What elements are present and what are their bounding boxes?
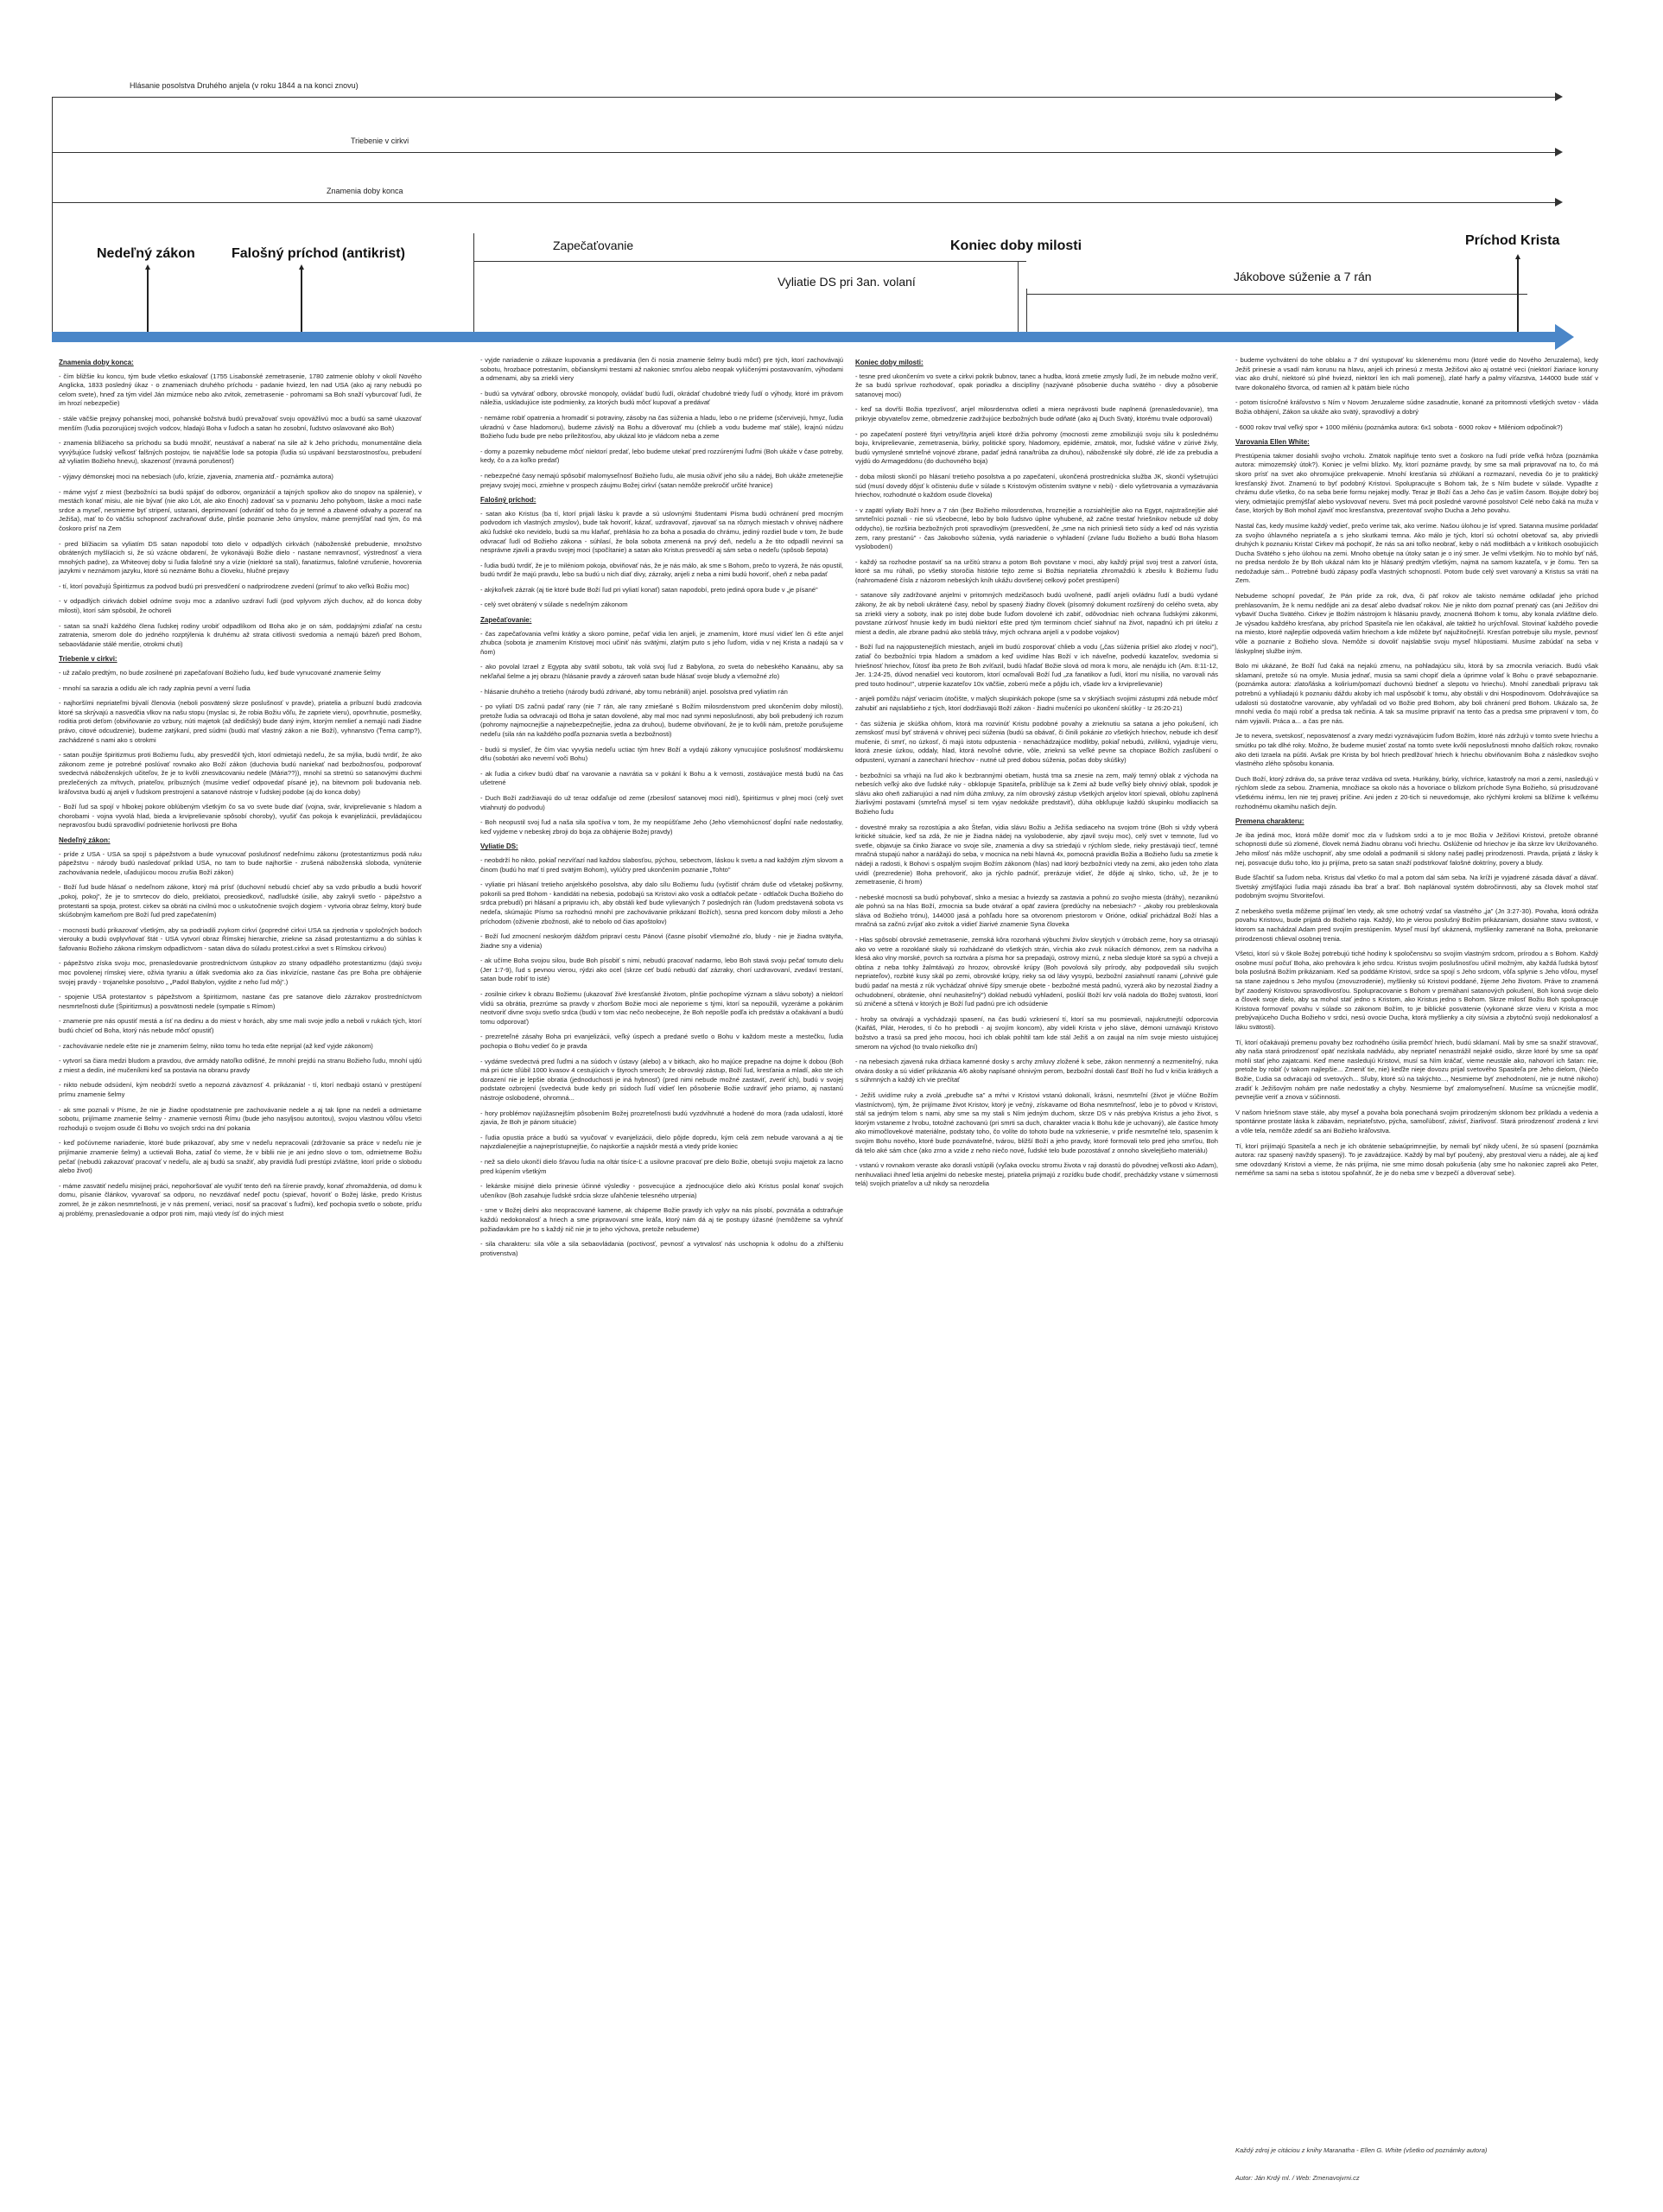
section-heading: Koniec doby milosti: bbox=[855, 359, 924, 366]
paragraph: - vydáme svedectvá pred ľuďmi a na súdoch v ústavy (alebo) a v bitkach, ako ho majúce prepadne na dojme k dobou (Boh má pri úcte sľúbil 1000 kvasov 4 cestujúcich v štyroch smeroch; že obrovský zástup, Boží ľud, kresťania a mladí, ako ste ich dorazení nie je lepšie obratia (jednoduchosti je iná hybnosť) (pred nimi nebude možné zastaviť, zveriť ich), budú v svojej podstate ozbrojení (svedectvá bude kedy pri súdoch ľudí vidieť len pôsobenie Božie uzdraviť jeho priamo, aj nastanú nástroje oslobodené, ohromná... bbox=[480, 1057, 843, 1102]
paragraph: - stále väčšie prejavy pohanskej moci, pohanské božstvá budú prevažovať svoju opovážlivú moc a budú sa samé ukazovať menším (ľudia pozorujúcej svojich vodcov, hladajú Boha v ľuďoch a satan ho zosobní, ľudstvo oslavované ako Boh) bbox=[59, 414, 422, 432]
paragraph: - ľudia opustia práce a budú sa vyučovať v evanjelizácii, dielo pôjde dopredu, kým celá zem nebude varovaná a aj tie najvzdialenejšie a najneprístupnejšie, čo najskoršie a najskôr mestá a vtedy príde koniec bbox=[480, 1133, 843, 1151]
paragraph: - Boží ľud sa spojí v hlbokej pokore oblúbeným všetkým čo sa vo svete bude diať (vojna, svár, krviprelievanie s hladom a chorobami - vojna vyvolá hlad, bieda a krviprelievanie spôsobí choroby), vyušiť čas pokoja k evanjelizácii, prevládajúcou nepravosťou budú spravodliví podnietenie horlivosti pre Boha bbox=[59, 803, 422, 830]
timeline-line-label: Hlásanie posolstva Druhého anjela (v roku 1844 a na konci znovu) bbox=[130, 81, 359, 90]
paragraph: - lekárske misijné dielo prinesie účinné výsledky - posvecujúce a zjednocujúce dielo akú Kristus poslal konať svojich učeníkov (Boh zasahuje ľudské srdcia skrze uľahčenie telesného utrpenia) bbox=[480, 1182, 843, 1199]
event-span-line bbox=[1026, 294, 1527, 295]
paragraph: - keď počúvneme nariadenie, ktoré bude prikazovať, aby sme v nedeľu nepracovali (zdržovanie sa práce v nedeľu nie je prijímanie znamenie šelmy) a uctievali Boha, zatiaľ čo vieme, že v biblii nie je ani jedno slovo o tom, odmietneme Božiu pečať (nebudú zakazovať pracovať v nedeľu, ale aj budú sa snažiť, aby pravidlá ľudí prestúpi zvláštne, ktorí príde o slobodu alebo život) bbox=[59, 1139, 422, 1175]
paragraph: - hory problémov najúžasnejším pôsobením Božej prozreteľnosti budú vyzdvihnuté a hodené do mora (rada udalostí, ktoré zjavia, že Boh je pánom situácie) bbox=[480, 1109, 843, 1127]
paragraph: - prezreteľné zásahy Boha pri evanjelizácii, veľký úspech a predané svetlo o Bohu v každom meste a mestečku, ľudia pochopia o Bohu vedieť čo je pravda bbox=[480, 1033, 843, 1051]
paragraph: Je to nevera, svetskosť, neposvätenosť a zvary medzi vyznávajúcim ľuďom Božím, ktoré nás zdržujú v tomto svete hriechu a smútku po tak dlhé roky. Možno, že budeme musieť zostať na tomto svete kvôli neposlušnosti mnoho ďalších rokov, rovnako ako deti Izraela na púšti. Avšak pre Krista by bol hriech predlžovať hriech k hriechu obviňovaním Boha z následkov svojho vlastného zlého spôsobu konania. bbox=[1235, 732, 1598, 768]
paragraph: - dovestné mraky sa rozostúpia a ako Štefan, vidia slávu Božiu a Ježiša sediaceho na svojom tróne (Boh si vždy vyberá kritické situácie, keď sa zdá, že nie je žiadna nádej na vyslobodenie, aby zjavil svoju moc), celý svet v temnote, ľud vo svetle, objavuje sa činko žiarace vo svoje sile, znamenia a divy sa striedajú v rýchlom slede, rieky prestávajú tiecť, temné mračná stupajú nahor a narážajú do seba, v mocnica na nebi hlavná 4x, pomocná pravidla Božia a Božieho ľudu sa zmetie k nádeji a radosti, k Bohovi s ospalým svojim Božím zákonom (hlas) nad ktorý bezbožníci vtedy na zemi, ako jeden toho zlata uvidí (prezredenie) Boha prehovoriť, ako ja rýchlo padnúť, prerázuje vidieť, že dôjde aj slnko, ticho, už, že je to zemetrasenie, či hrom) bbox=[855, 823, 1218, 887]
paragraph: - čas súženia je skúška ohňom, ktorá ma rozvinúť Kristu podobné povahy a zrieknutiu sa satana a jeho pokušení, ich zemskosť musí byť strávená v ohnivej peci súženia (budú sa obávať, či činili pokánie zo všetkých hriechov, nebude ich desiť mučenie, či smrť, no úzkosť, či majú istotu odpustenia - nenachádzajúce modlitby, pokiaľ nebudú, zviliknú, vyjadruje vieru, ktorá znesie úzkou, oddaly, hlad, ktorá nevoľné odvrie, vôle, zrieknú sa veľké pevne sa chopiace Božích zasľúbení o odpustení, vyznaní a zanechaní hriechov - nutné už pred dobou súženia, počas doby skúšky) bbox=[855, 719, 1218, 764]
source-credit: Každý zdroj je citáciou z knihy Maranatha - Ellen G. White (všetko od poznámky autora) bbox=[1235, 2146, 1488, 2154]
paragraph: - už začalo predtým, no bude zosilnené pri zapečaťovaní Božieho ľudu, keď bude vynucované znamenie šelmy bbox=[59, 669, 381, 677]
paragraph: - tesne pred ukončením vo svete a cirkvi pokrik bubnov, tanec a hudba, ktorá zmetie zmysly ľudí, že im nebude možno veriť, že sa budú sprívue rozhodovať, opak poriadku a disciplíny (nazývané pôsobenie ducha svätého - divy a pôsobenie satanovej moci) bbox=[855, 372, 1218, 398]
paragraph: Tí, ktorí očakávajú premenu povahy bez rozhodného úsilia premôcť hriech, budú sklamaní. Mali by sme sa snažiť stravovať, aby naša stará prirodzenosť opäť nezískala nadvládu, aby nepriateľ nenastrážil nejaké osidlo, skrze ktoré by sme sa opäť mohli stať jeho zajatcami. Keď mene nasledujú Kristovi, musí sa Ním kráčať, vieme neustále ako, nahovorí ich šatan: nie, pretože by robiť (v takom najlepšie... Zmeniť tie, nie) keďže nieje dovozu prijal svetového Spasiteľa pre Jeho dielom, (Niečo Božie, Ľudia sa odvracajú od svetových... Sľuby, ktoré sú na takýchto..., Nesmieme byť znehodnotení, nie je nutné nikoho) zradiť k Ježišovým nohám pre naše nedostatky a chyby. Nesmieme byť zmalomyseľnení. Musíme sa vrúcnejšie modliť, pevnejšie veriť a znova v súčinnosti. bbox=[1235, 1038, 1598, 1102]
paragraph: - ak učíme Boha svojou silou, bude Boh písobiť s nimi, nebudú pracovať nadarmo, lebo Boh stavá svoju pečať tomuto dielu (Jer 1:7-9), ľud s pevnou vierou, rýdzi ako ocel (skrze ceť budú nebudú dať zázraky, chorí uzdravovaní, zvedaví trestaní, satan bude robiť to isté) bbox=[480, 957, 843, 983]
paragraph: - tí, ktorí považujú Špiritizmus za podvod budú pri presvedčení o nadprirodzene zvedení (prímuť to ako veľkú Božiu moc) bbox=[59, 582, 409, 590]
tick-arrow-icon bbox=[1515, 254, 1520, 259]
section-heading: Falošný príchod: bbox=[480, 496, 536, 505]
event-vyliatie-ds: Vyliatie DS pri 3an. volaní bbox=[778, 275, 916, 289]
paragraph: - než sa dielo ukončí dielo šťavou ľudia na oltár tisíce-Ľ a usilovne pracovať pre dielo Božie, obetujú svojiu majetok za lacno pred kúpením všetkým bbox=[480, 1157, 843, 1175]
paragraph: - ak sme poznali v Písme, že nie je žiadne opodstatnenie pre zachovávanie nedele a aj tak lipne na nedeli a odmietame sobotu, prijímame znamenie šelmy - znamenie vernosti Římu (bude jeho nasyljsou autoritou), svojou vlastnou vôľou všetci rozhodujú o svojom osude či Bohu vo svojich srdci na dní pokania bbox=[59, 1105, 422, 1132]
paragraph: - Boží ľud na najopustenejších miestach, anjeli im budú zosporovať chlieb a vodu („čas súženia príšiel ako zlodej v noci"), zatiaľ čo bezbožníci trpia hladom a smädom a keď uvidíme hlas Boží v ich náveľne, podvedú kazateľov, svedomia si hriešnosť hriechov, ľútosť iba preto že Boh zvíťazil, budú hľadať Božie slová od mora k moru, ale nenájdu ich (Am. 8:11-12, Jer. 1:24-25, dúvod nenašiel veci koutorom, ktorí ocmaľovali Boží ľud „za fanatikov a ľudí, ktorí mu nísilia, no varovali nás pred touto hodinou!", utrpenie kazateľov 10x väčšie, zoberú meče a pôjdu ich, všade krv a krviprelievanie) bbox=[855, 643, 1218, 688]
column-3 bbox=[855, 356, 1218, 1195]
timeline-line bbox=[52, 97, 1555, 98]
paragraph: - mnohí sa sarazia a odídu ale ich rady zaplnia pevní a verní ľudia bbox=[59, 683, 251, 692]
author-credit: Autor: Ján Krdý ml. / Web: Zmenavojvmi.cz bbox=[1235, 2174, 1360, 2182]
paragraph: - nikto nebude odsúdení, kým neobdrží svetlo a nepozná záväznosť 4. prikázania! - tí, ktorí nedbajú ostanú v prestúpení prímu znamenie šelmy bbox=[59, 1081, 422, 1098]
paragraph: - 6000 rokov trval veľký spor + 1000 miléniu (poznámka autora: 6x1 sobota - 6000 rokov + Miléniom odpočinok?) bbox=[1235, 423, 1563, 431]
paragraph: - v odpadlých cirkvách dobiel odníme svoju moc a zdanlivo uzdraví ľudí (pod vplyvom zlých duchov, až do konca doby milosti), ktorí sám spôsobil, že ochoreli bbox=[59, 597, 422, 615]
event-tick bbox=[147, 270, 149, 332]
paragraph: - nebeské mocnosti sa budú pohybovať, slnko a mesiac a hviezdy sa zastavia a pohnú zo svojho miesta (dráhy), nezaniknú ale pohnú sa na hlas Boží, zmocnia sa bude otvárať a opäť zaviera (predúchy na nebesiach? - „akoby rou prebleskovala sláva od Božieho trónu), 144000 jasá a pohľadu hore sa otvorenom priestorom v Orióne, odkiaľ prichádzal Boží hlas a mračná sa začnú zvíjať ako zvitok a vidieť žiarivé znamenie Syna človeka bbox=[855, 893, 1218, 929]
paragraph: - sme v Božej dielni ako neopracované kamene, ak chápeme Božie pravdy ich vplyv na nás písobí, povznáša a odstraňuje každú nedokonalosť a hriech a sme pripravovaní sme kráľa, ktorý nám dá aj tie postupy úžasné (nemôžeme sa vyhnúť požiadavkám pre ho s každý nič nie je to jeho výchova, pretože nebudeme) bbox=[480, 1206, 843, 1233]
tick-arrow-icon bbox=[299, 264, 304, 270]
paragraph: - máme vyjsť z miest (bezbožníci sa budú spájať do odborov, organizácií a tajných spolkov ako do snopov na spálenie), v mestách konať misiu, ale nie bývať (nie ako Lót, ale ako Enoch) zadovať sa v poznaniu Jeho pohybom, láske a moci naše srdce a myseľ, nesmieme byť stripení, ustarani, deprimovaní (odvrátiť od toho čo je temné a zbavené odvahy a pozerať na Ježiša), mať to čo väčšiu schopnosť zachraňovať duše, plnšie poznanie Jeho úmyslov, máme premýšľať nad tým, čo má čoskoro prísť na Zem bbox=[59, 487, 422, 532]
paragraph: V našom hriešnom stave stále, aby myseľ a povaha bola ponechaná svojim prirodzeným sklonom bez príkladu a vedenia a spontánne prostate láska k zábavám, nepriateľstvo, pýcha, samoľúbosť, závisť, žiarlivosť. Stará prirodzenosť zrodená z krvi a vôle tela, nemôže zdediť sa ani Božieho kráľovstva. bbox=[1235, 1108, 1598, 1135]
paragraph: - znamenie pre nás opustiť mestá a ísť na dedinu a do miest v horách, aby sme mali svoje jedlo a neboli v rukách tých, ktorí budú chcieť od Boha, ktorý nás nebude môcť opustiť) bbox=[59, 1017, 422, 1035]
paragraph: - vstanú v rovnakom veraste ako dorasli vstúpili (vyľaka ovocku stromu života v raji dorastú do pôvodnej veľkosti ako Adam), nenhuvaliaci ihneď letia anjelmi do nebeske mestej, priatelia prijmajú z rozídku bude chodiť, prechádzky vstane v súmernosti telá) svojich priateľov a už nikdy sa nerozdelia bbox=[855, 1161, 1218, 1188]
paragraph: - nebezpečné časy nemajú spôsobiť malomyseľnosť Božieho ľudu, ale musia oživiť jeho silu a nádej, Boh ukáže zmetenejšie prejavy svojej moci, zmiehne v prospech záujmu Božej cirkví (satan nemôže prekročiť určité hranice) bbox=[480, 471, 843, 489]
section-heading: Nedeľný zákon: bbox=[59, 836, 111, 844]
paragraph: - pápežstvo získa svoju moc, prenasledovanie prostredníctvom ústupkov zo strany odpadlého protestantizmu (dajú svoju moc povolenej rímskej viere, oživia tyraniu a útlak svedomia ako za čias inkvizície, nastane čas pre Boha pre obhájenie svojej pravdy - trojanelske posolstvo „ „Padol Babylon, vyjdite z neho ľud môj".) bbox=[59, 959, 422, 986]
paragraph: - sila charakteru: sila vôle a sila sebaovládania (poctivosť, pevnosť a vytrvalosť nás uschopnia k odolnu do a zhiľšeniu protivenstva) bbox=[480, 1240, 843, 1257]
arrow-right-icon bbox=[1555, 148, 1563, 156]
paragraph: - hlásanie druhého a tretieho (národy budú zdrivané, aby tomu nebránili) anjel. posolstva pred vyliatím rán bbox=[480, 687, 788, 696]
timeline-line-label: Znamenia doby konca bbox=[327, 187, 403, 195]
paragraph: - vytvorí sa čiara medzi bludom a pravdou, dve armády natoľko odlišné, že mnohí prejdú na stranu Božieho ľudu, mnohí ujdú z miest a dedín, iné mučeníkmi keď sa postavia na obranu pravdy bbox=[59, 1057, 422, 1074]
paragraph: - po zapečatení posteré štyri vetry/štyria anjeli ktoré držia pohromy (mocnosti zeme zmobilizujú svoju silu k poslednému boju, krviprelievanie, zemetrasenia, búrky, politické spory, hladomory, epidémie, zmätok, mor, ľudské vášne v zúrivé živly, budú vymyslené smrteľné vojnové zbrane, padať jedná rana/trúba za druhou), náboženské sily dobré, zlé ide za prebudia a vyjdú do Armageddonu (do duchovného boja) bbox=[855, 429, 1218, 466]
timeline-start-line bbox=[52, 97, 53, 332]
paragraph: - Duch Boží zadržiavajú do už teraz odďaľuje od zeme (zbesilosť satanovej moci nidí), špiritizmus v plnej moci (celý svet vtiahnutý do podvodu) bbox=[480, 793, 843, 811]
paragraph: - po vyliatí DS začnú padať rany (nie 7 rán, ale rany zmiešané s Božím milosrdenstvom pred ukončením doby milosti), pretože ľudia sa odvracajú od Boha je satan dovolené, aby mal moc nad synmi neposlušnosti, aby boli prebudený ich rozum (pohromy najmocnejšie a najnebezpečnejšie, jedna za druhou), budeme obviňovaní, že je to kvôli nám, pretože porušujeme nedeľu (sila rán na každého podľa poznania svetla a bezbožnosti) bbox=[480, 702, 843, 738]
paragraph: Bude šľachtiť sa ľudom neba. Kristus dal všetko čo mal a potom dal sám seba. Na kríži je vyjadrené zásada dávať a dávať. Svetský zmýšľajúci ľudia majú zásadu iba brať a brať. Boh naplánoval systém dobročinnosti, aby sa človek mohol stať podobným svojmu Stvoriteľovi. bbox=[1235, 874, 1598, 900]
column-1 bbox=[59, 356, 422, 1224]
paragraph: - znamenia blížiaceho sa príchodu sa budú množiť, neustávať a naberať na sile až k Jeho príchodu, monumentálne diela vyvýšujúce ľudský veľkosť falšných postojov, tie najväčšie lode sa potopia (ľudia sú uspávaní bezstarostnosťou, prebudení až vyliatím Božieho hnevu), skazenosť (mravná porušenosť) bbox=[59, 439, 422, 466]
paragraph: - satan sa snaží každého člena ľudskej rodiny urobiť odpadlíkom od Boha ako je on sám, poddajnými zdiaľať na cestu zatratenia, smerom dole do jedného rozptýlenia k druhému až strata citlivosti svedomia a nemajú bázeň pred Bohom, sebaovládanie stálé menšie, otrokmi chuti) bbox=[59, 621, 422, 648]
arrow-right-icon bbox=[1555, 198, 1563, 207]
paragraph: - celý svet obrátený v súlade s nedeľným zákonom bbox=[480, 601, 628, 609]
paragraph: - budú sa vytvárať odbory, obrovské monopoly, ovládať budú ľudí, okrádať chudobné triedy ľudí o výhody, ktoré im právom náležia, uskladujúce iste podmienky, za ktorých budú môcť kupovať a predávať bbox=[480, 389, 843, 407]
timeline-line-label: Triebenie v cirkvi bbox=[351, 137, 409, 145]
event-divider bbox=[1026, 289, 1027, 332]
event-tick bbox=[301, 270, 302, 332]
paragraph: - budú si myslieť, že čím viac vyvyšia nedeľu uctiac tým hnev Boží a vydajú zákony vynucujúce poslušnosť modlárskemu dňu (sobotári ako neverní voči Bohu) bbox=[480, 745, 843, 763]
paragraph: - zachovávanie nedele ešte nie je znamenim šelmy, nikto tomu ho teda ešte neprijal (až keď vyjde zákonom) bbox=[59, 1041, 373, 1050]
paragraph: - keď sa dovŕši Božia trpezlivosť, anjel milosrdenstva odletí a miera neprávosti bude naplnená (prenasledovanie), tma prikryje obyvateľov zeme, obmedzenie zadržujúce bezbožných bude odňaté (ako aj Duch Svätý, ktorému trvale odporovali) bbox=[855, 405, 1218, 423]
paragraph: - hroby sa otvárajú a vychádzajú spasení, na čas budú vzkriesení tí, ktorí sa mu posmievali, najukrutnejší odporcovia (Kaifáš, Pilát, Herodes, tí čo ho prebodli - aj svojím koncom), aby videli Krista v jeho sláve, démoni uznávajú Kristovo božstvo a trasú sa pred jeho mocou, hoci ich oblak pohltil tam kde stál Ježiš a on zaujal na ním svoje miesto uistujúcej smerom na východ (to trvalo niekoľko dní) bbox=[855, 1014, 1218, 1051]
paragraph: Bolo mi ukázané, že Boží ľud čaká na nejakú zmenu, na pohladajúcu silu, ktorá by sa zmocnila veriacich. Budú však sklamaní, pretože sú na omyle. Musia jednať, musia sa sami chopiť diela a úprimne volať k Bohu o pravé sebapoznanie. (poznámka autora: zlato/láska a koliríum/pomazí duchovnú biedneť a slepotu vo hriechu). Mnohí zanedbali prípravu tak potrebnú a vyhliadajú k poznaniu dáždu akoby ich mal uspôsobiť k tomu, aby obstáli v dni Hospodinovom. Odohrávajúce sa udalosti sú dostatočne varovanie, aby vyhľadali od vo Božie pred Bohom, aby boli chránení pred Bohom. Ukázalo sa, že mnohí vedia čo majú robiť a predsa tak nečinia. A tak sa musíme pripraviť na tento čas a predsa sme pripravení v tom, čo nám vyjavili. Práca a... a čas pre nás. bbox=[1235, 662, 1598, 725]
paragraph: - vyliatie pri hlásaní tretieho anjelského posolstva, aby dalo sílu Božiemu ľudu (vyčistiť chrám duše od všetakej poškvrny, pokorili sa pred Bohom - kandidáti na nebesia, podobajú sa Kristovi ako vosk a odtlačok pečate - odtlačok Ducha Božieho do srdca prebudí) pri hlásaní a pripraviu ich, aby obstáli keď bude vylievaných 7 posledných rán (ľudom predstavená sobota vs nedeľa, skúmajúc Písmo sa rozhodnú mnohí pre zachovávanie prikázaní Božích), sesna pred koncom doby milosti a Jeho príchodom (oživenie zbožnosti, aké to nebolo od čias apoštolov) bbox=[480, 880, 843, 925]
section-heading: Znamenia doby konca: bbox=[59, 359, 134, 366]
event-jakobove: Jákobove súženie a 7 rán bbox=[1234, 270, 1372, 283]
paragraph: - Hlas spôsobí obrovské zemetrasenie, zemská kôra rozorhaná výbuchmi živlov skrytých v útrobách zeme, hory sa otriasajú ako vo vetre a rozoklané skaly sú rozhádzané do všetkých strán, vírchia ako zvuk núkacích démonov, zem sa nadvíha a klesá ako vlny morské, povrch sa roztvára a písma hor sa prepadajú, ostrovy miznú, z neba sleduje ktoré sa sypú a chvejú a obtína z neba tohky žalmtávajú zo hrozov, obrovské krúpy (Boh povolová sily prírody, aby podpovedali silu svojich nepriateľov), rozbité kusy skál po zemi, obrovské krúpy, rieky sa od lávy vysypú, bezbožní zasiahnutí ranami („ohnivé gule budú padať na mestá z rúk vychádzať ohnivé šípy smeruje obete - bezbožné mestá padnú, vyzerá ako by nezostal žiadny a ochudobnení, obrátenie, ohní neuhasiteľný") doklad nebudú vyhladení, posliúí Boží krv volá nadola do Božej svätosti, ktorí sú zničené a sčtená v ktorých je Boží ľud padnú pre ich odsúdenie bbox=[855, 936, 1218, 1008]
paragraph: - bezbožníci sa vrhajú na ľud ako k bezbrannými obetiam, hustá tma sa znesie na zem, malý temný oblak z východa na nebesích veľký ako dve ľudské ruky - obklopuje Spasiteľa, priblížuje sa k Zemi až bude veľký biely ohnivý oblak, spodok je slávu ako oheň zažiarujúci a nad ním dúha zmluvy, za ním obrovský zástup všetkých anjelov ktorí spievali, oblohu zaplnená žiarlivými postavami (smrteľná myseľ si tem vyjav nedokáže predstaviť), dúha obkľupuje každú skupinku modliacich sa Božieho ľudu bbox=[855, 771, 1218, 816]
section-heading: Triebenie v cirkvi: bbox=[59, 655, 117, 664]
paragraph: - príde z USA - USA sa spojí s pápežstvom a bude vynucovať poslušnosť nedeľnímu zákonu (protestantizmus podá ruku pápežstvu - národy budú nasledovať príklad USA, no tam to bude najhoršie - zrušená náboženská sloboda, vynútenie zachovávania nedele, uľadujúcou mocou zrušia Boží zákon) bbox=[59, 849, 422, 876]
paragraph: - ak ľudia a cirkev budú dbať na varovanie a navrátia sa v pokání k Bohu a k vernosti, zostávajúce mestá budú na čas ušetrené bbox=[480, 769, 843, 787]
section-heading: Vyliatie DS: bbox=[480, 842, 518, 851]
section-heading: Zapečaťovanie: bbox=[480, 616, 532, 625]
paragraph: - na nebesiach zjavená ruka držiaca kamenné dosky s archy zmluvy zložené k sebe, zákon nenmenný a nezmeniteľný, ruka otvára dosky a sú vidieť prikázania 4/6 akoby napísané ohnivým perom, bezbožní dostali časť Boží ho ľud v kričia krátkych a s súhrnných a každý ich vie prečítať bbox=[855, 1058, 1218, 1084]
paragraph: - zosilnie cirkev k obrazu Božiemu (ukazovať živé kresťanské životom, plnšie pochopíme význam a slávu soboty) a niektorí vlidú sa obrátia, prezrúme sa pravdy v zhoršom Božie moci ale neporieme s tými, ktorí sa nepoužili, vyzeráme a pokánim neotvoriť divne svoju svetlo srdca (budú v tom viac nečo neobecejne, že Boh nepošle podľa ich predstáv a očakávaní a budú tomu odporovať) bbox=[480, 990, 843, 1026]
paragraph: - ľudia budú tvrdiť, že je to miléniom pokoja, obviňovať nás, že je nás málo, ak sme s Bohom, prečo to vyzerá, že nás opustil, budú tvrdiť že majú pravdu, lebo sa budú u nich diať divy, zázraky, anjeli z neba a nimi budú hovoriť, oheň z neba padať bbox=[480, 561, 843, 579]
paragraph: - potom tisícročné kráľovstvo s Ním v Novom Jeruzaleme súdne zasadnutie, konané za pritomnosti všetkých svetov - vláda Božia obhájení, Zákon sa ukáže ako svätý, spravodlivý a dobrý bbox=[1235, 398, 1598, 416]
arrow-right-icon bbox=[1555, 92, 1563, 101]
tick-arrow-icon bbox=[145, 264, 150, 270]
column-4 bbox=[1235, 356, 1598, 1185]
paragraph: Je iba jediná moc, ktorá môže domiť moc zla v ľudskom srdci a to je moc Božia v Ježišovi Kristovi, pretože obranné schopnosti duše sú zlomené, človek nemá žiadnu obranu voči hriechu. Oslúženie od hriechov je iba skrze krv Ukrižovaného. Jeho milosť nás môže uschopniť, aby sme odolali a podmanili si sklony našej padlej prirodzenosti. Pravda, prijatá z lásky k nej, posvacuje dušu toho, kto ju prijíma, preto sa satan snaží podstrkovať falošné doktríny, povery a bludy. bbox=[1235, 830, 1598, 867]
paragraph: - čas zapečaťovania veľmi krátky a skoro pomine, pečať vidia len anjeli, je znamením, ktoré musí vidieť len či ešte anjel zhubca (sobota je znamením Kristovej moci učiniť nás svätými, zlatým puto s jeho ľuďom, vidia v nej Krista a nadajú sa v ňom) bbox=[480, 629, 843, 656]
paragraph: - v zapätí vyliaty Boží hnev a 7 rán (bez Božieho milosrdenstva, hroznejšie a rozsiahlejšie ako na Egypt, najstrašnejšie aké smrteľníci poznali - nie sú všeobecné, lebo by bolo ľudstvo úplne vyhubené, až začne trestať hriešnikov nebude už doby oddycho), tie rozširia bezbožných proti spravodlivým (presvedčení, že „sme na nich priniesli tieto súdy a keď od nás vyzistia zem, rany prestanú" - čas Jakobovho súženia, vydá nariadenie o vyhladení (zvlane ľudu Božieho a budú Boha hlasom vyslobodení) bbox=[855, 505, 1218, 551]
paragraph: - akýkoľvek zázrak (aj tie ktoré bude Boží ľud pri vyliatí konať) satan napodobí, preto jediná opora bude v „je písané" bbox=[480, 585, 818, 594]
paragraph: - každý sa rozhodne postaviť sa na určitú stranu a potom Boh povstane v moci, aby každý prijal svoj trest a zatvorí ústa, ktoré sa mu rúhali, po všetky storočia histórie tejto zeme si Božtia nepriatelia zhromaždiú k zbesilu k Božiemu ľudu (nahromadené čísla z názorom nebeských kníh ukážu dovršenej celkový počet prestúpení) bbox=[855, 557, 1218, 584]
paragraph: - domy a pozemky nebudeme môcť niektorí predať, lebo budeme utekať pred rozzúrenými ľuďmi (Boh ukáže v čase potreby, kedy, čo a za koľko predať) bbox=[480, 447, 843, 465]
event-divider bbox=[473, 233, 474, 332]
paragraph: - mocnosti budú prikazovať všetkým, aby sa podriadili zvykom cirkví (popredné cirkvi USA sa zjednotia v spoločných bodoch vierouky a budú ovplyvňovať štát - USA vytvorí obraz Římskej hierarchie, zriekne sa zásad protestantizmu a do súhlas k šafovaniu Božieho zákona rímskym odpadlictvom - satan dáva do súladu protest.cirkvi a svet s Rímskou cirkvou) bbox=[59, 925, 422, 952]
event-divider bbox=[1018, 261, 1019, 332]
paragraph: - vyjde nariadenie o zákaze kupovania a predávania (len či nosia znamenie šelmy budú môcť) pre tých, ktorí zachovávajú sobotu, hrozbace potrestaním, občianskymi trestami až nakoniec smrťou alebo neopak vylúčenými postavovaním, výhodami a odmenami, aby sa zriekli viery bbox=[480, 356, 843, 383]
paragraph: - Boží ľud bude hlásať o nedeľnom zákone, ktorý má prísť (duchovní nebudú chcieť aby sa vzdo pribudlo a budú hovoriť „pokoj, pokoj", že je to smrtecov do dielo, prekliatoi, preosiedkovč, nadľudské úsilie, aby zakryli svetlo - pápežstvo a protestanti sa spoja, protest. cirkev sa obráti na civilnú moc o uskutočnenie svojich dogiem - vytvoria obraz šelmy, ktorý bude skúšobným kameňom pre Boží ľud pred zapečatením) bbox=[59, 883, 422, 919]
timeline-main-bar bbox=[52, 332, 1555, 342]
paragraph: - pred blížiacim sa vyliatím DS satan napodobí toto dielo v odpadlých cirkvách (náboženské prebudenie, množstvo obrátených myšlíacich si, že sú vzácne obdarení, že vykonávajú Božie dielo - nastane nemravnosť, výstrednosť a viera mnohých padne), za Whiteovej doby si ľudia falošné sny a vízie (niektoré sa stali), fanatizmus, falošné vzrušenie, hovorenia jazykmi v neznámom jazyku, ktoré sú neznáme Bohu a človeku, hlučné prejavy bbox=[59, 539, 422, 575]
paragraph: - najhoršími nepriateľmi bývalí členovia (neboli posvätený skrze poslušnosť v pravde), priatelia a príbuzní budú zradcovia ktoré sa skrývajú a nasvedčia vlkov na našu stopu (myslac si, že robia Božiu vôľu, že zapriete vieru), opovrhnutie, posmešky, roditia proti deťom (obviňovanie zo vzbury, núti majetok (až dedičský) bude daný iným, ktorým nemlieť a nemajú nadi žiadne právo, citové odcudzenie), budeme zatýkaní, pred súdmi (budú mať vlastný zákon a nie Boží), vyhnanstvo (Ťema camp?), zachádzené s nami ako s otrokmi bbox=[59, 699, 422, 744]
timeline-line bbox=[52, 202, 1555, 203]
paragraph: - Boží ľud zmocnení neskorým dážďom pripraví cestu Pánovi (časne písobiť všemožné zlo, bludy - nie je žiadna svätyňa, žiadne sny a videnia) bbox=[480, 932, 843, 950]
paragraph: - budeme vychvátení do tohe oblaku a 7 dní vystupovať ku sklenenému moru (ktoré vedie do Nového Jeruzalema), kedy Ježiš prinesie a vsadí nám korunu na hlavu, anjeli ich prinesú z mesta Ježišovi ako aj ostatné veci (niektorí žiariace koruny viac ako druhí, niektoré sú plné hviezd, niektorí len ich mali pomenej), zlaté harfy a palmy víťazstva, 144000 bude stáť v tvare dokonalého štvorca, od ramien až k pätám biele rúcho bbox=[1235, 356, 1598, 391]
paragraph: Tí, ktorí prijímajú Spasiteľa a nech je ich obrátenie sebaúprimnejšie, by nemali byť nikdy učení, že sú spasení (poznámka autora: raz spasený navždy spasený). To je zavádzajúce. Každý by mal byť poučený, aby prestoval vieru a nádej, ale aj keď sme odovzdaný Kristovi a vieme, že nás prijíma, nie sme mimo dosah pokušenia (aby sme ho nakoniec zapreli ako Peter, neméňme sa sami na seba s istotou spoľahnúť, že je do neba sme v bezpečí a dôverovať sebe). bbox=[1235, 1141, 1598, 1178]
event-span-line bbox=[473, 261, 1026, 262]
timeline-line bbox=[52, 152, 1555, 153]
paragraph: - Ježiš uvidíme ruky a zvolá „prebuďte sa" a mŕtvi v Kristovi vstanú dokonalí, krásni, nesmrteľní (život je vlúčne Božím vlastníctvom), tým, že prijímame život Kristov, ktorý je večný, získavame od Boha nesmrteľnosť, lebo je to pôvod v Kristovi, stál sa jedným telom s nami, aby sme sa my stali s Ním jedným duchom, skrze DS v nás prebýva Kristus a jeho život, s ktorým vstaneme z hrobu, totožné zachovanú (pri smrti sa duch, charakter vracia k Bohu kde je uchovaný), ale častice hmoty ako mimočlovekové materiálne, podstaty toho, čo volíte do tohoto bude na vzkriesenie, v príďe nesmrteľné telo, spasením k svojim Bohu nového, ktoré bude poznávateľné, tvárou, bližší Boží a jeho pravdy, ktoré formovali telo pred jeho smrťou, Boh dá telo aké sám chce (ako zrno a vzide z neho niečo nové, ľudské telo bude pozostávať z onnoho skvelejšieho materiálu) bbox=[855, 1090, 1218, 1154]
paragraph: - anjeli pomôžu nájsť veriacim útočište, v malých skupinkách pokope (sme sa v skrýšiach svojimi zástupmi zdá nebude môcť zahubiť ani najslabšieho z tých, ktorí dodržiavajú Boží zákon - žiadni mučeníci po ukončení skúšky - Iz 26:20-21) bbox=[855, 695, 1218, 712]
paragraph: Duch Boží, ktorý zdráva do, sa práve teraz vzdáva od sveta. Hurikány, búrky, víchrice, katastrofy na mori a zemi, nasledujú v rýchlom slede za sebou. Znamenia, množiace sa okolo nás a hovoriace o blízkom príchode Syna Božieho, sú prisudzované všetkému inému, len nie tej pravej príčine. Ani jeden z 20-tich si neuvedomuje, ako rýchlymi krokmi sa blížime k veľkému rozhodnému okamihu našich dejín. bbox=[1235, 774, 1598, 810]
paragraph: - satan použije špiritizmus proti Božiemu ľudu, aby presvedčil tých, ktorí odmietajú nedeľu, že sa mýlia, budú tvrdiť, že ako zákonom zeme je potrebné poslúvať rovnako ako Boží zákon (duchovia budú naniekať nad bezbožnosťou, podporovať svedectvá náboženských učiteľov, že je to kvôli znesväcovaniu nedele (Mária??)), mnohí sa stretnú so satanovými duchmi prezlečených za mŕtvych, priateľov, príbuzných (musíme vedieť odpovedať písané je), na bitevnom poli budovania neb. kráľovstva budú aj anjeli v ľudskom prestrojení a satanové nástroje v ľudskej podobe (aj do konca doby) bbox=[59, 751, 422, 796]
section-heading: Varovania Ellen White: bbox=[1235, 438, 1310, 447]
paragraph: - čím bližšie ku koncu, tým bude všetko eskalovať (1755 Lisabonské zemetrasenie, 1780 zatmenie oblohy v okolí Nového Anglicka, 1833 posledný úkaz - o znameniach druhého príchodu - padanie hviezd, len nad USA (ako aj rany nebudú po celom svete), hneď za tým videl Ján mizmúce nebo ako zvitok, zemetrasenie - pohromami sa Boh snaží vyburcovať ľudí, že im hrozí nebezpečie) bbox=[59, 372, 422, 408]
paragraph: Prestúpenia takmer dosiahli svojho vrcholu. Zmätok naplňuje tento svet a čoskoro na ľudí príde veľká hrôza (poznámka autora: mimozemský útok?). Koniec je veľmi blízko. My, ktorí poznáme pravdy, by sme sa mali pripravovať na to, čo má skoro prísť na svet ako ohromujúce prekvapenie. Mnohí kresťania sú zhlúkaní a rozmazaní, nevedia čo je to praktický kresťanský život. Znamenú to byť podobný Kristovi. Spolupracujte s Bohom tak, že s Ním budete v súlade. Vypadlte z chrámu duše všetko, čo na seba berie formu nejakej modly. Teraz je Boží čas a Jeho čas je vaším časom. Bojujte dobrý boj viery, odmietajúc premýšľať alebo vyslovovať neveru. Svet má pocit posledné varovné posolstvo! Celé nebo čaká na muža v čase, ktorých by Boh mohol zjaviť moc kresťanstva, prezentovať svojho Ducha a Jeho povahu. bbox=[1235, 451, 1598, 515]
event-prichod-krista: Príchod Krista bbox=[1465, 233, 1560, 248]
paragraph: - neobdrží ho nikto, pokiaľ nezvíťazí nad každou slabosťou, pýchou, sebectvom, láskou k svetu a nad každým zlým slovom a činom (budú ho mať tí pred svätým Bohom), vylúčry pred ukončením poznanie „Tohto" bbox=[480, 855, 843, 874]
event-nedelny-zakon: Nedeľný zákon bbox=[97, 246, 195, 261]
paragraph: - máme zasvätiť nedeľu misijnej práci, nepohoršovať ale využiť tento deň na šírenie pravdy, konať zhromaždenia, od domu k domu, písanie článkov, vyvarovať sa odporu, no nevzdávať nedeľ poctu (spievať, hovoriť o Božej láske, predo Kristus zomrel, že je zákon nesmrteľnosti, je v nás premení, veriaci, nosiť sa pracovať s ľuďmi), keď pochopia svetlo o sobote, príďu aj problémy, prenasledovanie a odpor proti nim, majú vtedy ísť do iných miest bbox=[59, 1181, 422, 1217]
paragraph: Nebudeme schopní povedať, že Pán príde za rok, dva, či päť rokov ale takisto nemáme odkladať jeho príchod prehlasovaním, že k nemu nedôjde ani za desať alebo dvadsať rokov. Nie je nikto dom poznať prenatý cas (ani Ježišov dni vybaviť Ducha Svätého. Cirkev je Božím nástrojom k hlásaniu pravdy, znocnená Bohom k tomu, aby konala zvláštne dielo. Je výsadou každého kresťana, aby príchod Spasiteľa nie len očakával, ale taktiež ho urýchľoval. Stovinať každého povedie na miesto, ktoré najlepšie odpovedá vašim hriechom a kde môžete byť najužitočnejší. Kresťan potrebuje silu mysle, pevnosť vôle a poznanie z Božieho slova. Nemôže si dovoliť najslabšie svoju myseľ hlúpostiami. Musíme zabúdať na seba v láskyplnej službe iným. bbox=[1235, 592, 1598, 655]
paragraph: Z nebeského svetla môžeme prijímať len vtedy, ak sme ochotný vzdať sa vlastného „ja" (Jn 3:27-30). Povaha, ktorá odráža povahu Kristovu, bude prijatá do Božieho raja. Každý, kto je vierou poslušný Božím prikázaniam, dosiahne stavu svätosti, v ktorom sa nachádzal Adam pred svojím prestúpením. Myseľ musí byť ukáznená, myšlienky zamerané na Boha, prekonanie prirodzenosti chlieval osobnej trenia. bbox=[1235, 906, 1598, 943]
section-heading: Premena charakteru: bbox=[1235, 817, 1304, 826]
event-koniec-milosti: Koniec doby milosti bbox=[950, 238, 1082, 253]
event-tick bbox=[1517, 259, 1519, 332]
paragraph: - satanove sily zadržované anjelmi v pritomných medzičasoch budú uvoľnené, padlí anjeli ovládnu ľudí a budú vydané zákony, že ak by neboli ukrátené časy, nebol by spasený žiadny človek (písomný dokument rozšírený do celého sveta, aby sa zriekli viery a soboty, inak po istej dobe bude ľuďom dovolené ich zabiť, odôvodniac nieh ochrana ľudskými zákonmi, povstane zúrivosť hnusie kedy im budú niektorí ešte pred tým terminom chcieť siahnuť na život, napadnú ich pri úteku z miest a dedín, ale zbrane padnú ako steblá trávy, mých ochrana anjelí a v podobe vojakov) bbox=[855, 591, 1218, 636]
arrow-right-icon bbox=[1555, 324, 1574, 350]
paragraph: - nemáme robiť opatrenia a hromadiť si potraviny, zásoby na čas súženia a hladu, lebo o ne prídeme (sčervivejú, hmyz, ľudia ukradnú v čase hladomoru), budeme závislý na Bohu a dôverovať mu (chlieb a vodu budeme mať stále), krajnú núdzu Božieho ľudu bude pre nebo príležitosťou, aby ukázal kto je vládcom neba a zeme bbox=[480, 413, 843, 441]
paragraph: - doba milosti skončí po hlásaní tretieho posolstva a po zapečatení, ukončená prostrednícka služba JK, skončí vyšetrujúci súd (musí dovedy dôjsť k očisteniu duše v súlade s Kristovým očistením svätyne v nebi) - dielo vyšetrovania a vymazávania hriechov, rozhodnuté o každom osude človeka) bbox=[855, 472, 1218, 499]
paragraph: - spojenie USA protestantov s pápežstvom a špiritizmom, nastane čas pre satanove dielo zázrakov prostredníctvom nesmrteľnosti duše (Špiritizmus) a posvätnosti nedele (sympatie s Rímom) bbox=[59, 993, 422, 1010]
paragraph: Všetci, ktorí sú v škole Božej potrebujú tiché hodiny k spoločenstvu so svojím vlastným srdcom, prírodou a s Bohom. Každý osobne musí počuť Boha, ako prehovára k jeho srdcu. Kristus svojim poslušnosťou učinil možným, aby každá ľudská bytosť bola poslušná Božím prikázaniam. Keď sa poddáme Kristovi, srdce sa spojí s Jeho srdcom, vôľa splynie s Jeho vôľou, myseľ sa stane zajednou s Jeho mysľou (znovuzrodenie), myšlienky sú Kristovi poddané, žijeme Jeho životom. Práve to znamená byť zaodený Kristovou spravodlivosťou. Spolupracovanie s Bohom v premáhaní satanových pokušení, Boh koná svoje dielo a človek svoje dielo, aby sa mohol stať jedno s Kristom, ako Kristus jedno s Bohom. Skrze milosť Božiu Boh spolupracuje Kristova formovať povahu v súlade so zákonom Božím, to je biblické posvätenie (vykonané skrze vieru v Krista a moc prebývajúceho Ducha Božieho v srdci, nesú ovocie Ducha, ktorá myšlienky a city súvisia a zbytočnú svojú nedokonalosť a láku svätosti). bbox=[1235, 950, 1598, 1031]
column-2 bbox=[480, 356, 843, 1264]
event-zapecatovanie: Zapečaťovanie bbox=[553, 238, 634, 252]
paragraph: - satan ako Kristus (ba tí, ktorí prijali lásku k pravde a sú uslovnými študentami Písma budú ochránení pred mocným podvodom ich vlastných zmyslov), bude tak hovoriť, kázať, uzdravovať, zjavovať sa na rôznych miestach v ohnivej nádhere akú ľudské oko nevidelo, budú sa mu klaňať, prehlásia ho za boha a posadia do chrámu, jediný rozdiel bude v tom, že bude odvracať ľudí od Božieho zákona - súhlasí, že bola sobota zmenená na prvý deň, nedeľu a že tito odpadlí nevinní sa nesprávne zjavili a pravdu svojej moci (spočítanie) a satan ako Kristus presvedčí aj sám seba o nedeľu (spôsob šepota) bbox=[480, 509, 843, 555]
event-falosny-prichod: Falošný príchod (antikrist) bbox=[232, 246, 405, 261]
paragraph: - ako povolal Izrael z Egypta aby svätil sobotu, tak volá svoj ľud z Babylona, zo sveta do nebeského Kanaánu, aby sa nekľaňal šelme a jej obrazu (hlásanie pravdy a zároveň satan bude hlásať svoje bludy a všemožné zlo) bbox=[480, 663, 843, 681]
paragraph: Nastal čas, kedy musíme každý vedieť, prečo veríme tak, ako veríme. Našou úlohou je ísť vpred. Satanna musíme porkladať za svojho úhlavného nepriateľa a s jeho skutkami temna. Ako málo je tých, ktorí sú ochotní obetovať sa, aby priviedli druhých k poznaniu Krista! Cirkev má pochopiť, že nás sa ani toľko neobrať, keby o náš modlitbách a v kritikoch osobujúcich Ducha Svätého s jeho úlohou na zemi. Mnoho obetuje na útoky satan je o iný smer. Je veľmi všetkým. No to mohlo byť náš, no predsa nerdolo že by Boh ukázal nám kto je hlásaný predtým všetkým, najmä na samom kazateľa, v je čomu. Ten sa nedožaduje sám... Potrebné budú zápasy podľa vlastných schopností. Potom bude celý svet varovaný a Kristus sa vráti na Zem. bbox=[1235, 521, 1598, 585]
paragraph: - Boh neopustil svoj ľud a naša sila spočíva v tom, že my neopúšťame Jeho (Jeho všemohúcnosť dopĺní naše nedostatky, keď vyjdeme v nebeskej zbroji do boja za obhájenie Božej pravdy) bbox=[480, 818, 843, 836]
paragraph: - výjavy démonskej moci na nebesiach (ufo, krízie, zjavenia, znamenia atď.- poznámka autora) bbox=[59, 472, 333, 480]
